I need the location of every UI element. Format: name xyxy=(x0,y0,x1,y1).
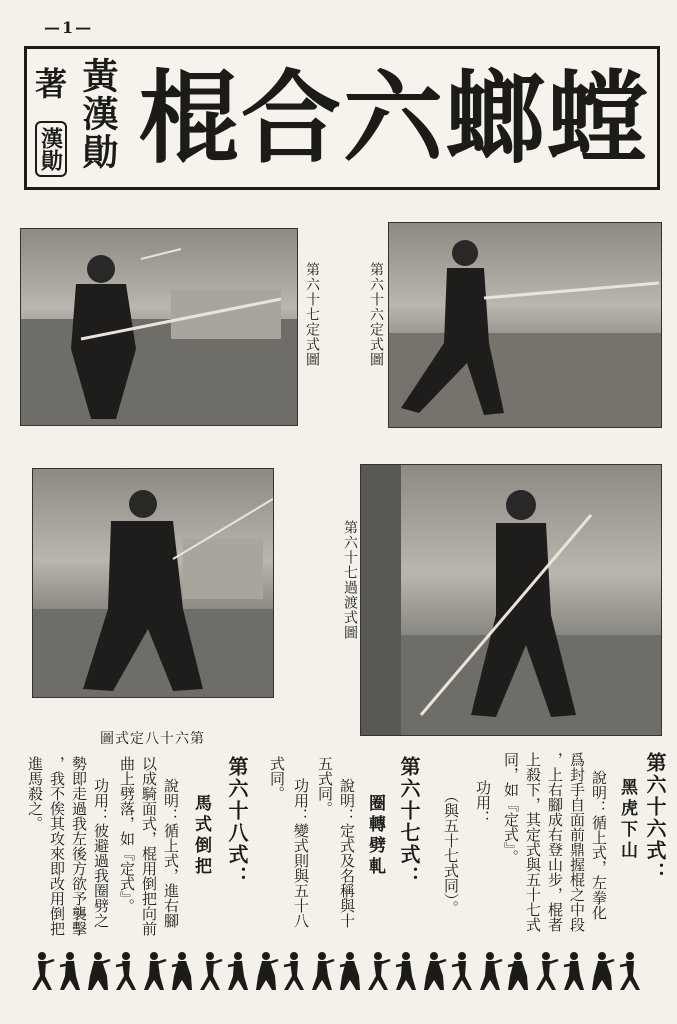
caption-photo-4: 第六十八定式圖 xyxy=(100,731,205,747)
photo-figure-icon xyxy=(21,229,297,425)
form-67-title: 第六十七式： xyxy=(397,756,421,888)
caption-photo-2: 第六十六定式圖 xyxy=(368,262,384,367)
form-68-desc: 曲上劈落，如『定式』。 xyxy=(118,756,136,914)
form-66-name: 黑虎下山 xyxy=(617,778,637,862)
title-banner xyxy=(24,46,660,190)
fighter-figure-icon xyxy=(60,952,80,990)
form-66-title: 第六十六式： xyxy=(643,752,667,884)
form-66-desc: ，上右腳成右登山步，棍者 xyxy=(546,752,564,932)
form-67-name: 圈轉劈軋 xyxy=(365,794,385,878)
form-66-function-detail: （與五十七式同）。 xyxy=(442,788,460,916)
fighter-figure-icon xyxy=(88,952,110,990)
form-67-desc: 五式同。 xyxy=(316,756,334,816)
fighter-figure-icon xyxy=(424,952,446,990)
fighter-figure-icon xyxy=(536,952,558,990)
page-number: —1— xyxy=(44,18,94,37)
form-67-function: 功用：變式則與五十八 xyxy=(292,778,310,928)
photo-form-66-fixed xyxy=(388,222,662,428)
form-68-name: 馬式倒把 xyxy=(191,794,211,878)
fighter-figure-icon xyxy=(620,952,640,990)
photo-figure-icon xyxy=(33,469,273,697)
photo-figure-icon xyxy=(389,223,661,427)
form-68-function: 勢即走過我左後方欲予襲擊 xyxy=(70,756,88,936)
fighter-figure-icon xyxy=(564,952,584,990)
fighter-figure-icon xyxy=(284,952,304,990)
fighter-figure-icon xyxy=(312,952,334,990)
form-68-desc: 以成騎面式，棍用倒把向前 xyxy=(140,756,158,936)
form-68-title: 第六十八式： xyxy=(225,756,249,888)
photo-figure-icon xyxy=(361,465,661,735)
fighter-figure-icon xyxy=(172,952,192,990)
photo-form-67-transition xyxy=(360,464,662,736)
fighter-figure-icon xyxy=(368,952,390,990)
form-68-function: ，我不俟其攻來即改用倒把 xyxy=(48,756,66,936)
fighter-figure-icon xyxy=(116,952,136,990)
form-68-function: 功用：彼避過我圈劈之 xyxy=(92,778,110,928)
page-title: 螳螂六合棍 xyxy=(139,59,649,177)
fighter-figure-icon xyxy=(228,952,248,990)
form-67-desc: 說明：定式及名稱與十 xyxy=(338,778,356,928)
fighter-figure-icon xyxy=(452,952,472,990)
photo-form-67-fixed xyxy=(20,228,298,426)
fighter-figure-icon xyxy=(592,952,614,990)
form-68-desc: 說明：循上式，進右腳 xyxy=(162,778,180,928)
form-66-desc: 爲封手自面前鼎握棍之中段 xyxy=(568,752,586,932)
form-66-function: 功用： xyxy=(474,780,492,825)
form-66-desc: 同，如『定式』。 xyxy=(502,752,520,865)
photo-form-68-fixed xyxy=(32,468,274,698)
caption-photo-3: 第六十七過渡式圖 xyxy=(342,520,358,640)
fighter-figure-icon xyxy=(256,952,278,990)
form-66-desc: 說明：循上式，左拳化 xyxy=(590,770,608,920)
fighter-figure-icon xyxy=(32,952,54,990)
fighter-figure-icon xyxy=(144,952,166,990)
fighter-figure-icon xyxy=(508,952,528,990)
fighter-silhouettes-icon xyxy=(28,948,648,994)
author-seal: 漢勛 xyxy=(35,121,67,177)
fighter-figure-icon xyxy=(396,952,416,990)
fighter-figure-icon xyxy=(200,952,222,990)
decorative-figures-band xyxy=(28,948,648,994)
form-67-function: 式同。 xyxy=(268,756,286,801)
caption-photo-1: 第六十七定式圖 xyxy=(304,262,320,367)
fighter-figure-icon xyxy=(480,952,502,990)
form-66-desc: 上殺下，其定式與五十七式 xyxy=(524,752,542,932)
author-suffix: 著 xyxy=(35,65,68,103)
author-name: 黃漢勛 xyxy=(77,57,119,171)
form-68-function: 進馬殺之。 xyxy=(26,756,44,831)
fighter-figure-icon xyxy=(340,952,360,990)
